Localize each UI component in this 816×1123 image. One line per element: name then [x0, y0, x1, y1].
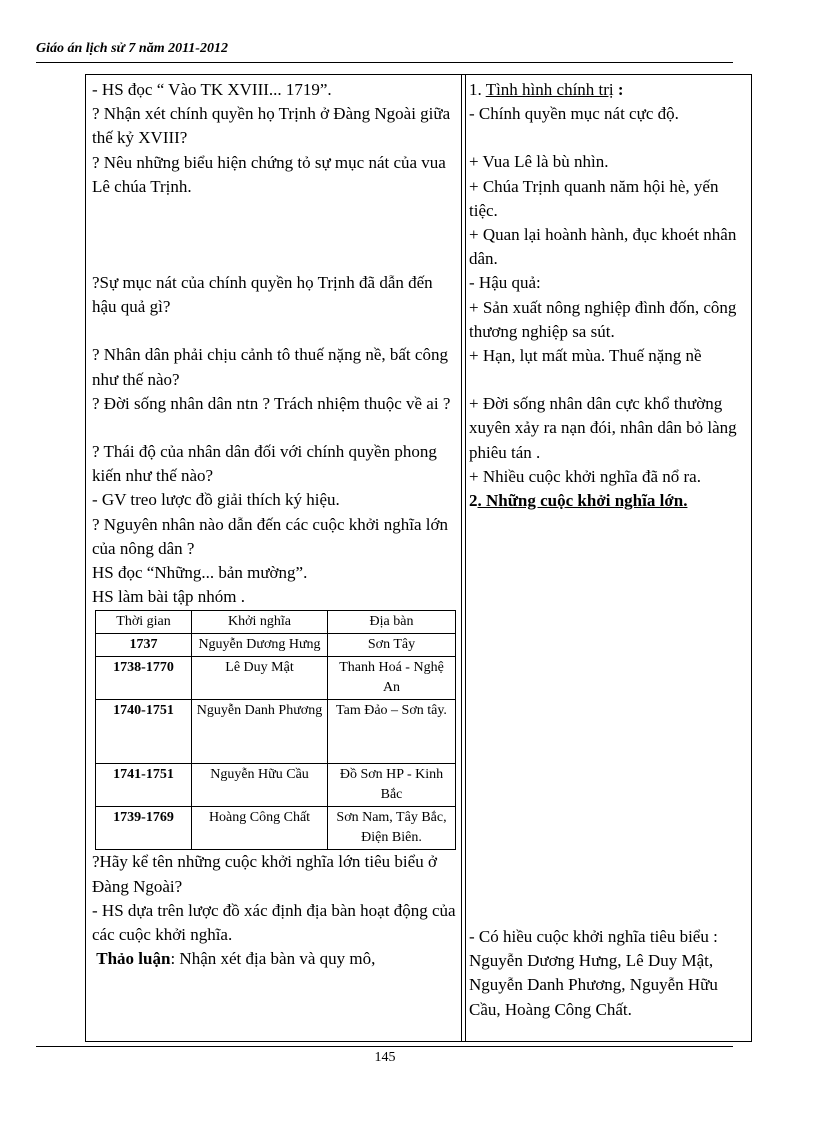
left-line: ? Nhận xét chính quyền họ Trịnh ở Đàng Ngoài giữa thế kỷ XVIII? — [92, 104, 451, 148]
left-line: - HS dựa trên lược đồ xác định địa bàn hoạt động của các cuộc khởi nghĩa. — [92, 900, 456, 945]
right-line: + Quan lại hoành hành, đục khoét nhân dân. — [469, 225, 737, 269]
right-line: - Chính quyền mục nát cực độ. — [469, 104, 679, 124]
table-row — [96, 764, 456, 807]
table-cell-uprising: Hoàng Công Chất — [192, 807, 328, 850]
heading-text: Tình hình chính trị — [485, 80, 614, 99]
table-header-row — [96, 611, 456, 634]
table-row — [96, 634, 456, 657]
spacer — [92, 416, 456, 440]
left-line: ?Sự mục nát của chính quyền họ Trịnh đã dẫn đến hậu quả gì? — [92, 273, 433, 317]
left-line: ? Đời sống nhân dân ntn ? Trách nhiệm thuộc về ai ? — [92, 393, 451, 413]
column-header: Thời gian — [96, 611, 192, 634]
column-header: Địa bàn — [328, 611, 456, 634]
table-cell-time: 1739-1769 — [96, 807, 192, 850]
table-cell-time: 1740-1751 — [96, 700, 192, 764]
uprisings-summary — [469, 908, 747, 1039]
table-row — [96, 807, 456, 850]
table-cell-location: Sơn Tây — [328, 634, 456, 657]
discussion-text: : Nhận xét địa bàn và quy mô, — [170, 949, 376, 969]
column-divider-inner — [465, 74, 466, 1042]
left-line: - GV treo lược đồ giải thích ký hiệu. — [92, 490, 340, 510]
section-heading-2 — [469, 489, 747, 513]
right-line: + Hạn, lụt mất mùa. Thuế nặng nề — [469, 346, 702, 366]
right-line: + Vua Lê là bù nhìn. — [469, 152, 609, 172]
right-line: + Sản xuất nông nghiệp đình đốn, công thương nghiệp sa sút. — [469, 297, 737, 341]
spacer — [469, 126, 747, 150]
table-cell-uprising: Nguyễn Dương Hưng — [192, 634, 328, 657]
table-cell-location: Sơn Nam, Tây Bắc, Điện Biên. — [328, 807, 456, 850]
table-cell-location: Đồ Sơn HP - Kinh Bắc — [328, 764, 456, 807]
right-line: - Có hiều cuộc khởi nghĩa tiêu biểu : Nguyễn Dương Hưng, Lê Duy Mật, Nguyễn Danh Phương, Nguyễn Hữu Cầu, Hoàng Công Chất. — [469, 927, 718, 1019]
left-line: ? Nhân dân phải chịu cảnh tô thuế nặng nề, bất công như thế nào? — [92, 345, 448, 389]
table-cell-location: Tam Đảo – Sơn tây. — [328, 700, 456, 764]
left-line: HS đọc “Những... bản mường”. — [92, 563, 308, 583]
table-cell-uprising: Lê Duy Mật — [192, 657, 328, 700]
table-cell-location: Thanh Hoá - Nghệ An — [328, 657, 456, 700]
discussion-line — [92, 947, 456, 971]
teacher-student-activities-column — [92, 78, 456, 971]
footer-rule — [36, 1046, 733, 1047]
uprisings-table — [95, 610, 456, 850]
left-line: - HS đọc “ Vào TK XVIII... 1719”. — [92, 80, 332, 99]
table-cell-uprising: Nguyễn Hữu Cầu — [192, 764, 328, 807]
right-line: - Hậu quả: — [469, 273, 541, 293]
page-number: 145 — [374, 1050, 396, 1065]
spacer — [469, 368, 747, 392]
table-cell-time: 1738-1770 — [96, 657, 192, 700]
content-column — [469, 78, 747, 513]
heading-number: 1. — [469, 80, 486, 99]
spacer — [92, 199, 456, 271]
section-heading-1 — [469, 78, 747, 102]
left-line: ? Nêu những biểu hiện chứng tỏ sự mục nát của vua Lê chúa Trịnh. — [92, 152, 446, 196]
table-cell-uprising: Nguyễn Danh Phương — [192, 700, 328, 764]
discussion-label: Thảo luận — [96, 949, 171, 969]
left-line: ? Thái độ của nhân dân đối với chính quyền phong kiến như thế nào? — [92, 442, 437, 486]
left-line: ? Nguyên nhân nào dẫn đến các cuộc khởi nghĩa lớn của nông dân ? — [92, 514, 448, 558]
heading-number: 2 — [469, 491, 478, 511]
heading-tail: : — [613, 80, 624, 99]
document-header: Giáo án lịch sử 7 năm 2011-2012 — [36, 41, 228, 56]
left-line: HS làm bài tập nhóm . — [92, 587, 245, 607]
column-header: Khởi nghĩa — [192, 611, 328, 634]
table-row — [96, 657, 456, 700]
left-line: ?Hãy kể tên những cuộc khởi nghĩa lớn tiêu biểu ở Đàng Ngoài? — [92, 852, 437, 896]
table-row — [96, 700, 456, 764]
spacer — [92, 319, 456, 343]
header-rule — [36, 62, 733, 63]
heading-text: . Những cuộc khởi nghĩa lớn. — [477, 491, 688, 511]
right-line: + Đời sống nhân dân cực khổ thường xuyên xảy ra nạn đói, nhân dân bỏ làng phiêu tán . — [469, 394, 737, 462]
table-cell-time: 1741-1751 — [96, 764, 192, 807]
table-cell-time: 1737 — [96, 634, 192, 657]
column-divider — [461, 74, 462, 1042]
right-line: + Chúa Trịnh quanh năm hội hè, yến tiệc. — [469, 176, 719, 220]
right-line: + Nhiều cuộc khởi nghĩa đã nổ ra. — [469, 466, 701, 486]
